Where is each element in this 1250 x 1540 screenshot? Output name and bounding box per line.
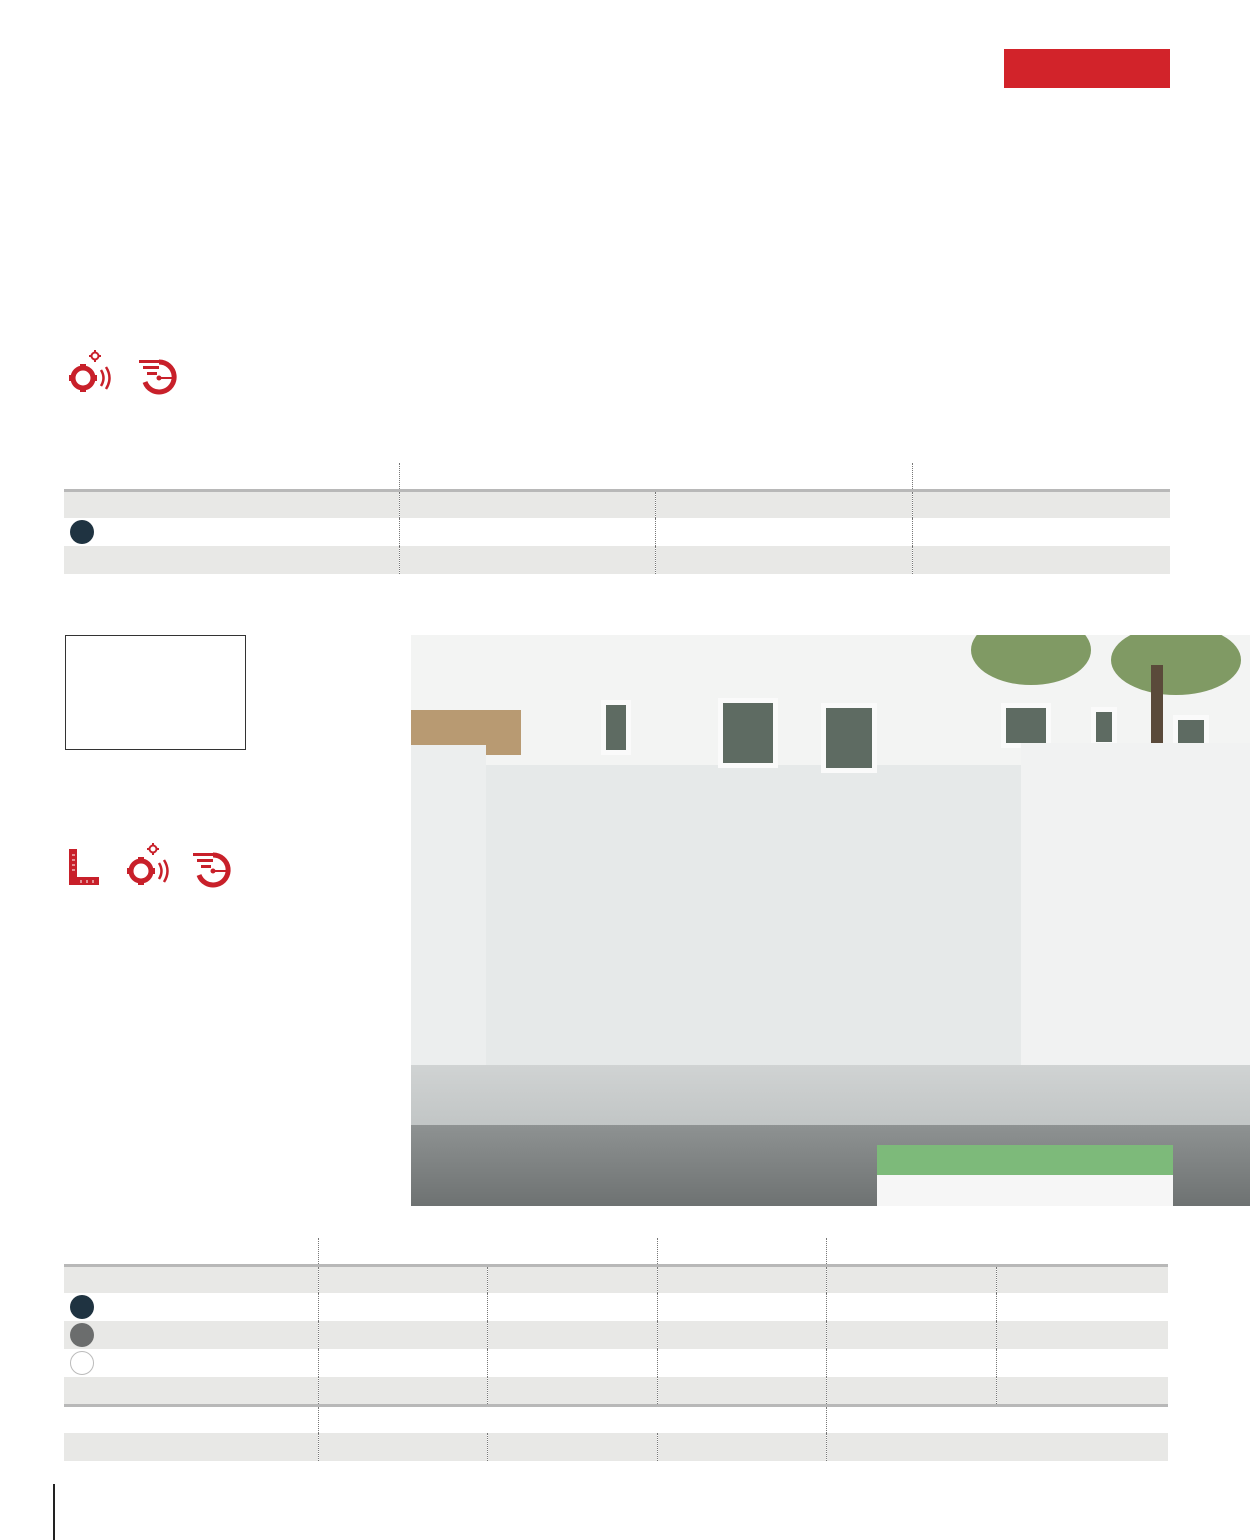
table-row-recoupe bbox=[64, 1405, 1168, 1433]
recoupable-atelier-icon bbox=[63, 845, 103, 889]
color-swatch bbox=[70, 520, 94, 544]
badge-delai-express bbox=[137, 358, 179, 396]
hestia-feature-badges bbox=[63, 350, 179, 396]
table-row-color bbox=[64, 1321, 1168, 1349]
table-row-dimensions bbox=[64, 1265, 1168, 1293]
hestia-portillon-image bbox=[974, 101, 1171, 433]
new-badge bbox=[1004, 49, 1170, 88]
table-header-row bbox=[64, 463, 1170, 490]
price-box bbox=[65, 635, 246, 750]
table-row-color bbox=[64, 1293, 1168, 1321]
merlin-feature-badges bbox=[63, 843, 233, 889]
table-header-row bbox=[64, 1238, 1168, 1265]
badge-motorisable bbox=[121, 843, 173, 889]
merlin-kit-cloture-image bbox=[240, 1035, 390, 1165]
delai-express-icon bbox=[137, 358, 179, 396]
merlin-spec-table bbox=[64, 1238, 1168, 1461]
table-row-unit bbox=[64, 1377, 1168, 1405]
table-row-unit bbox=[64, 546, 1170, 574]
hestia-spec-table bbox=[64, 463, 1170, 574]
badge-recoupable-atelier bbox=[63, 845, 103, 889]
sliding-version-note bbox=[877, 1145, 1173, 1175]
photo-caption bbox=[877, 1175, 1173, 1206]
footer-divider bbox=[53, 1484, 55, 1540]
delai-express-icon bbox=[191, 851, 233, 889]
motorisable-icon bbox=[63, 350, 115, 396]
color-swatch bbox=[70, 1323, 94, 1347]
merlin-portillon-image bbox=[67, 915, 220, 1165]
badge-delai-express bbox=[191, 851, 233, 889]
color-swatch bbox=[70, 1351, 94, 1375]
table-row-price bbox=[64, 1433, 1168, 1461]
table-row-color bbox=[64, 518, 1170, 546]
merlin-ambience-photo bbox=[411, 635, 1250, 1206]
hestia-gate-image bbox=[263, 97, 950, 431]
motorisable-icon bbox=[121, 843, 173, 889]
badge-motorisable bbox=[63, 350, 115, 396]
color-swatch bbox=[70, 1295, 94, 1319]
table-row-dimensions bbox=[64, 490, 1170, 518]
table-row-color bbox=[64, 1349, 1168, 1377]
